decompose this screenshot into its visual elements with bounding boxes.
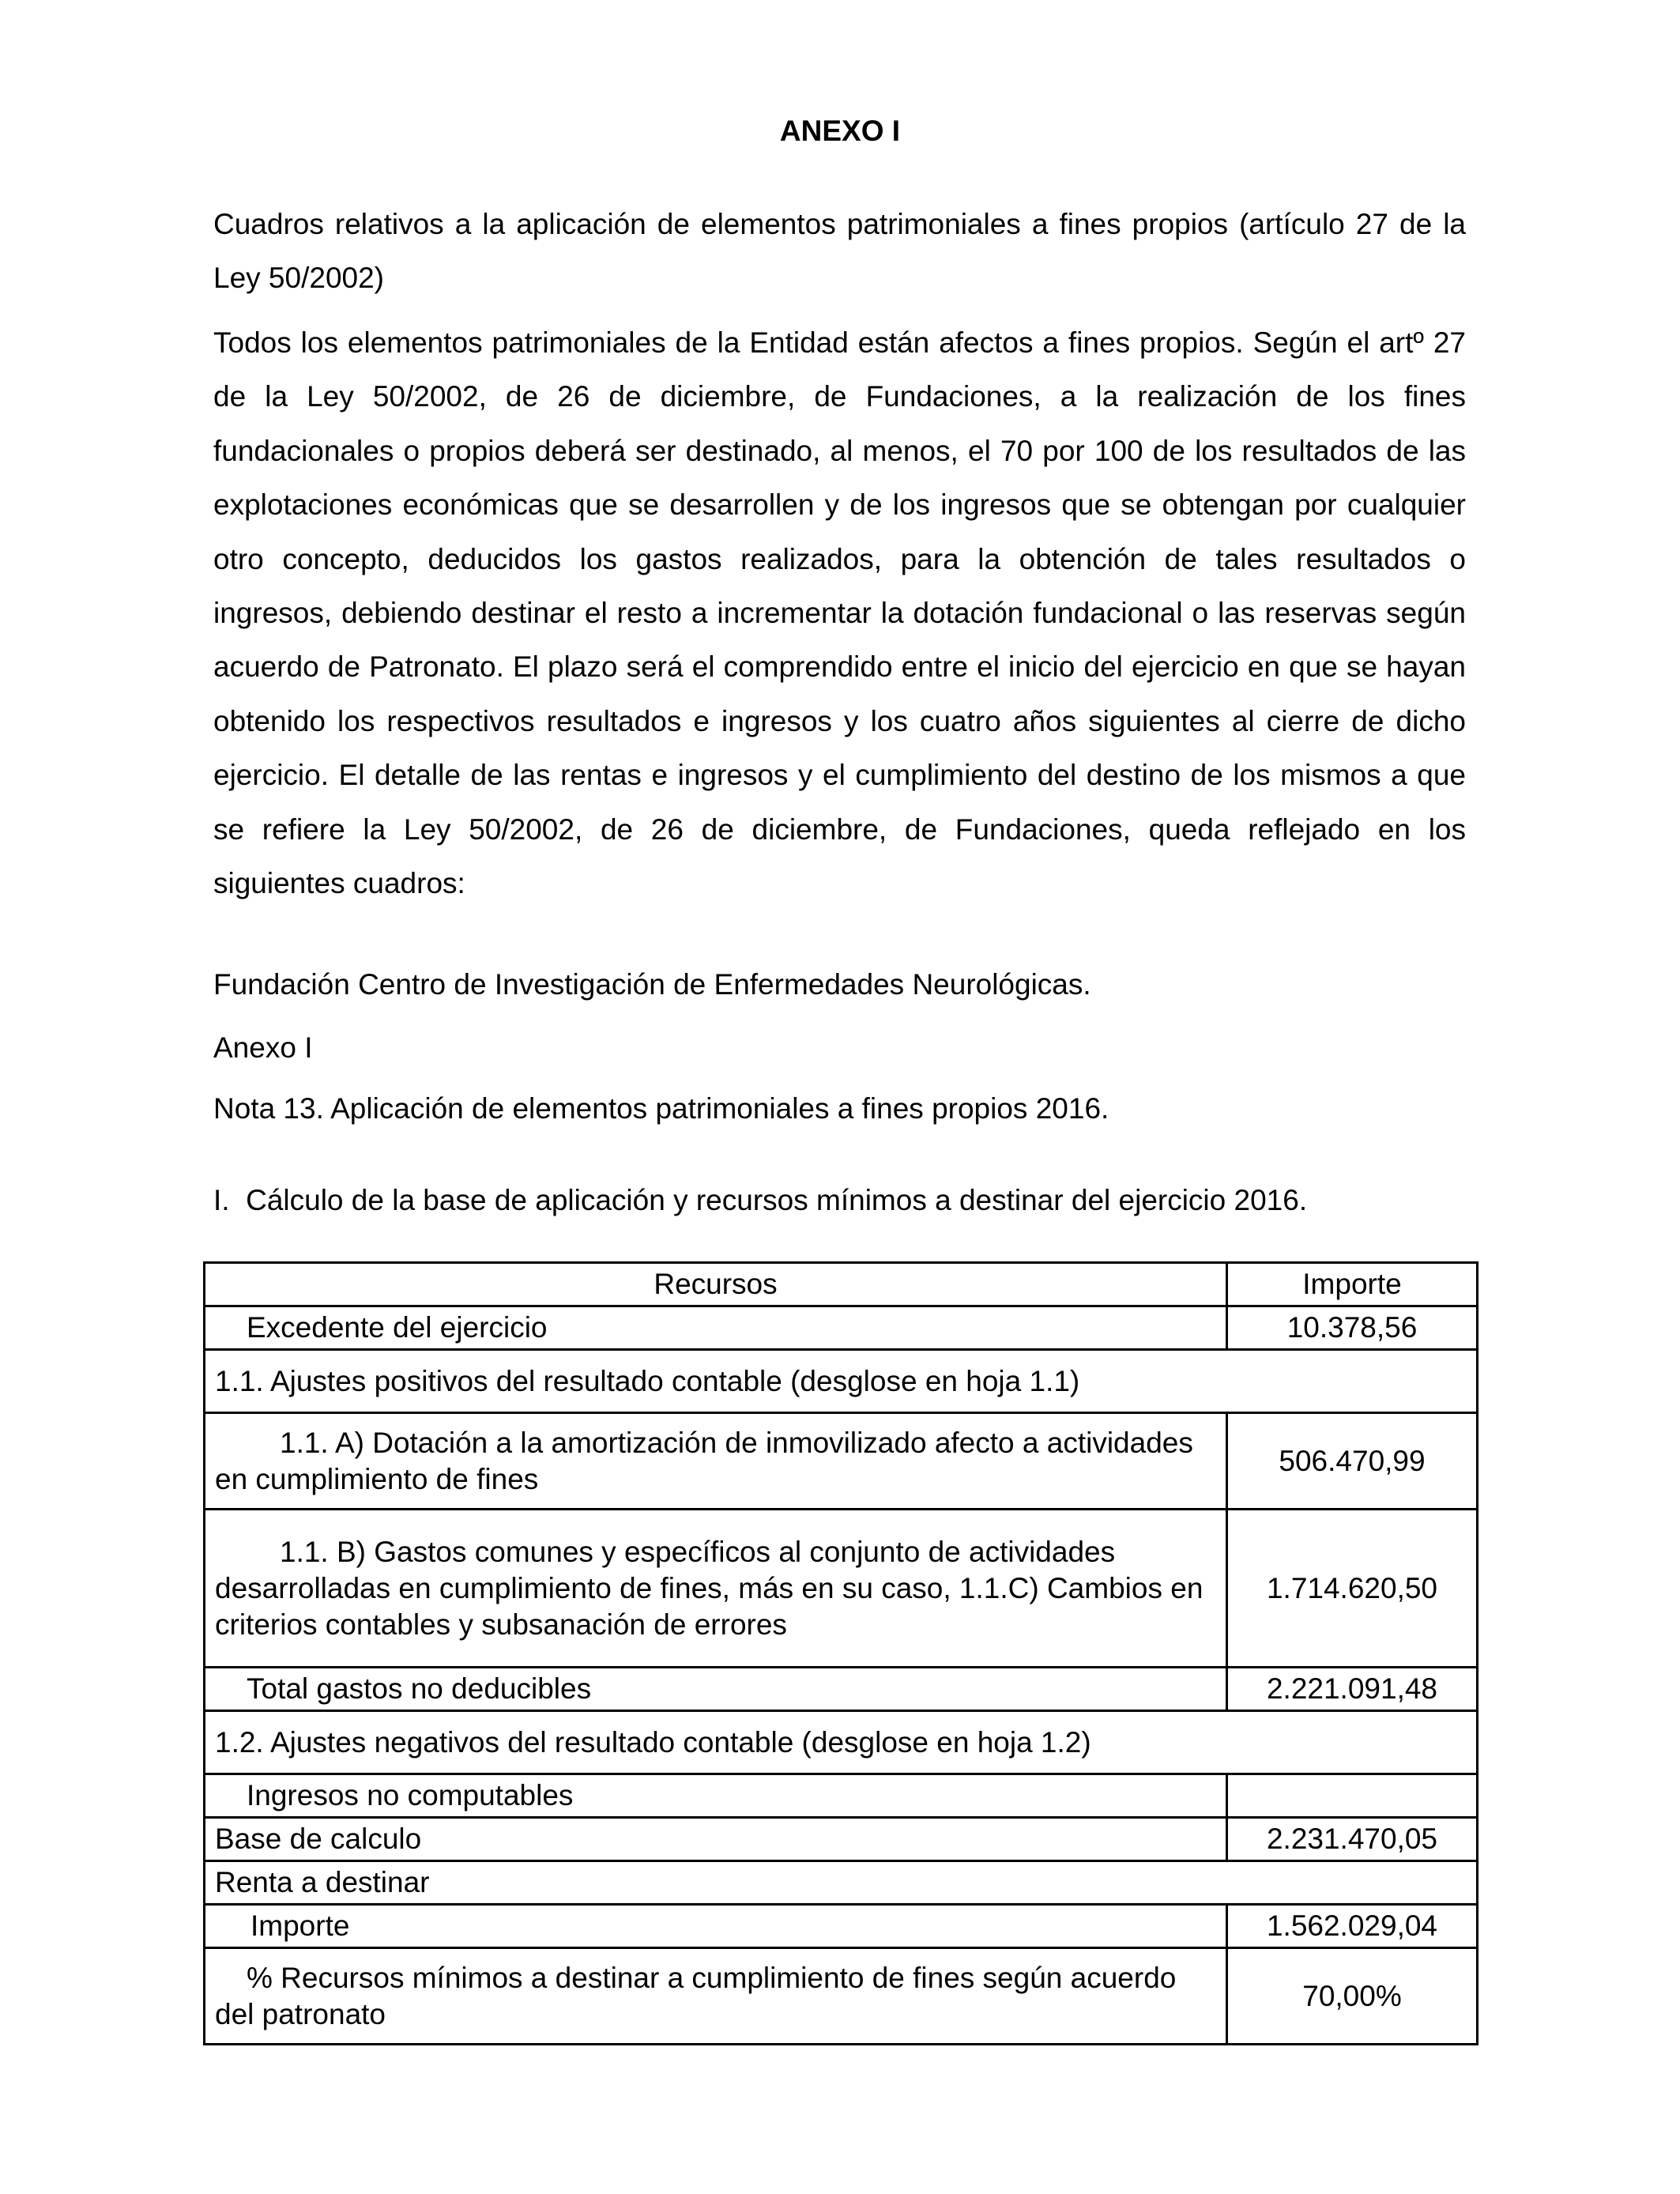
- gastos-value: 1.714.620,50: [1227, 1510, 1478, 1668]
- table-row: [205, 1668, 1478, 1711]
- page-title: ANEXO I: [779, 115, 901, 147]
- section-heading: I. Cálculo de la base de aplicación y recursos mínimos a destinar del ejercicio 2016.: [213, 1184, 1308, 1216]
- dotacion-label: 1.1. A) Dotación a la amortización de inmovilizado afecto a actividades en cumplimiento de fines: [215, 1426, 1193, 1495]
- table-row: [205, 1948, 1478, 2045]
- table-row: [205, 1905, 1478, 1948]
- ingresos-label: Ingresos no computables: [205, 1774, 1227, 1818]
- gastos-label: 1.1. B) Gastos comunes y específicos al conjunto de actividades desarrolladas en cumplimiento de fines, más en su caso, 1.1.C) Cambios en criterios contables y subsanación de errores: [215, 1535, 1203, 1641]
- excedente-label: Excedente del ejercicio: [205, 1306, 1227, 1350]
- annex-label: Anexo I: [213, 1031, 313, 1064]
- table-row: [205, 1774, 1478, 1818]
- table-row: [205, 1818, 1478, 1861]
- table-row: [205, 1861, 1478, 1905]
- header-resources: Recursos: [205, 1263, 1227, 1306]
- base-value: 2.231.470,05: [1227, 1818, 1478, 1861]
- subtitle-paragraph: Cuadros relativos a la aplicación de elementos patrimoniales a fines propios (artículo 27 de la Ley 50/2002): [213, 208, 1466, 295]
- dotacion-cell: [205, 1413, 1227, 1510]
- ajustes-positivos-label: 1.1. Ajustes positivos del resultado contable (desglose en hoja 1.1): [205, 1350, 1478, 1413]
- foundation-name: Fundación Centro de Investigación de Enfermedades Neurológicas.: [213, 968, 1091, 1001]
- importe-value: 1.562.029,04: [1227, 1905, 1478, 1948]
- importe-label: Importe: [205, 1905, 1227, 1948]
- table-row: [205, 1413, 1478, 1510]
- total-label: Total gastos no deducibles: [205, 1668, 1227, 1711]
- excedente-value: 10.378,56: [1227, 1306, 1478, 1350]
- porcentaje-value: 70,00%: [1227, 1948, 1478, 2045]
- table-row: [205, 1711, 1478, 1774]
- porcentaje-label: % Recursos mínimos a destinar a cumplimiento de fines según acuerdo del patronato: [215, 1961, 1177, 2030]
- table-header-row: [205, 1263, 1478, 1306]
- resources-table: [203, 1261, 1478, 2045]
- table-row: [205, 1350, 1478, 1413]
- table-row: [205, 1510, 1478, 1668]
- gastos-cell: [205, 1510, 1227, 1668]
- total-value: 2.221.091,48: [1227, 1668, 1478, 1711]
- note-title: Nota 13. Aplicación de elementos patrimoniales a fines propios 2016.: [213, 1092, 1109, 1125]
- ajustes-negativos-label: 1.2. Ajustes negativos del resultado contable (desglose en hoja 1.2): [205, 1711, 1478, 1774]
- renta-label: Renta a destinar: [205, 1861, 1478, 1905]
- ingresos-value: [1227, 1774, 1478, 1818]
- table-row: [205, 1306, 1478, 1350]
- header-amount: Importe: [1227, 1263, 1478, 1306]
- base-label: Base de calculo: [205, 1818, 1227, 1861]
- dotacion-value: 506.470,99: [1227, 1413, 1478, 1510]
- body-paragraph: Todos los elementos patrimoniales de la Entidad están afectos a fines propios. Según el artº 27 de la Ley 50/2002, de 26 de diciembre, de Fundaciones, a la realización de los fines fundacionales o propios deberá ser destinado, al menos, el 70 por 100 de los resultados de las explotaciones económicas que se desarrollen y de los ingresos que se obtengan por cualquier otro concepto, deducidos los gastos realizados, para la obtención de tales resultados o ingresos, debiendo destinar el resto a incrementar la dotación fundacional o las reservas según acuerdo de Patronato. El plazo será el comprendido entre el inicio del ejercicio en que se hayan obtenido los respectivos resultados e ingresos y los cuatro años siguientes al cierre de dicho ejercicio. El detalle de las rentas e ingresos y el cumplimiento del destino de los mismos a que se refiere la Ley 50/2002, de 26 de diciembre, de Fundaciones, queda reflejado en los siguientes cuadros:: [213, 326, 1466, 900]
- porcentaje-cell: [205, 1948, 1227, 2045]
